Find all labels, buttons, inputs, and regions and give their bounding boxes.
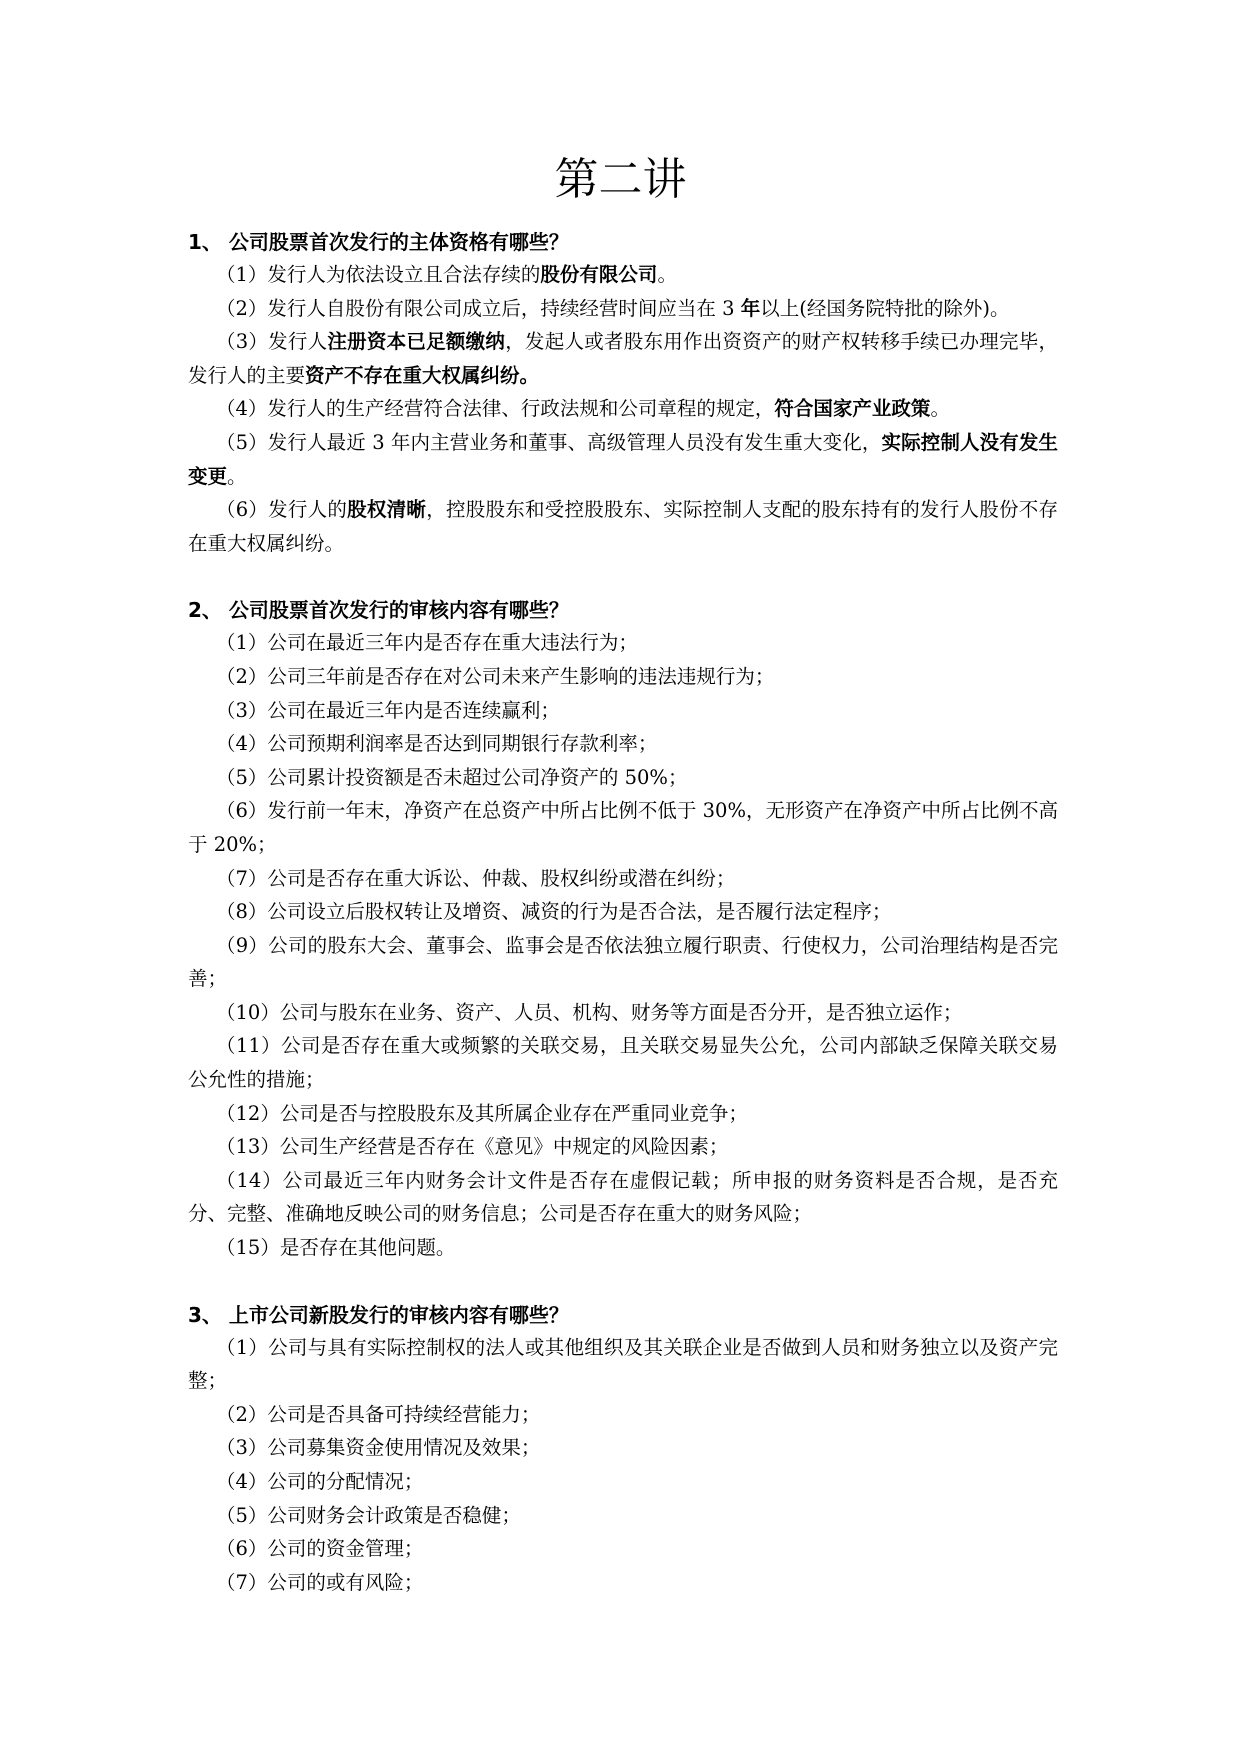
- item-text: （3）公司在最近三年内是否连续赢利；: [216, 698, 560, 722]
- list-item: [188, 761, 1058, 795]
- item-text: 。: [657, 263, 677, 286]
- item-text: （1）公司在最近三年内是否存在重大违法行为；: [216, 631, 638, 655]
- emphasis-text: 资产不存在重大权属纠纷。: [305, 363, 540, 387]
- list-item: [188, 929, 1058, 996]
- list-item: [188, 1532, 1058, 1566]
- document-body: [188, 226, 1058, 1599]
- list-item: [188, 1331, 1058, 1398]
- item-text: （13）公司生产经营是否存在《意见》中规定的风险因素；: [216, 1135, 729, 1159]
- item-list: [188, 1331, 1058, 1600]
- item-text: （4）发行人的生产经营符合法律、行政法规和公司章程的规定，: [216, 397, 775, 421]
- item-text: （11）公司是否存在重大或频繁的关联交易，且关联交易显失公允，公司内部缺乏保障关联交易公允性的措施；: [188, 1034, 1058, 1092]
- list-item: [188, 1130, 1058, 1164]
- item-text: （4）公司的分配情况；: [216, 1470, 424, 1493]
- item-text: （6）发行前一年末，净资产在总资产中所占比例不低于 30%，无形资产在净资产中所占比例不高于 20%；: [188, 799, 1058, 856]
- item-text: （7）公司的或有风险；: [216, 1570, 424, 1594]
- item-text: （6）发行人的: [216, 498, 348, 522]
- section-2: [188, 594, 1058, 1264]
- list-item: [188, 1231, 1058, 1265]
- list-item: [188, 392, 1058, 426]
- list-item: [188, 493, 1058, 560]
- list-item: [188, 1499, 1058, 1533]
- list-item: [188, 996, 1058, 1030]
- item-text: （14）公司最近三年内财务会计文件是否存在虚假记载；所申报的财务资料是否合规，是否充分、完整、准确地反映公司的财务信息；公司是否存在重大的财务风险；: [188, 1168, 1058, 1226]
- list-item: [188, 1465, 1058, 1499]
- list-item: [188, 426, 1058, 493]
- list-item: [188, 1566, 1058, 1600]
- item-text: （2）发行人自股份有限公司成立后，持续经营时间应当在 3: [216, 296, 741, 320]
- list-item: [188, 895, 1058, 929]
- item-text: （3）公司募集资金使用情况及效果；: [216, 1436, 541, 1460]
- list-item: [188, 1164, 1058, 1231]
- emphasis-text: 年: [740, 296, 761, 320]
- item-text: （7）公司是否存在重大诉讼、仲裁、股权纠纷或潜在纠纷；: [216, 866, 736, 890]
- item-text: （4）公司预期利润率是否达到同期银行存款利率；: [216, 732, 658, 756]
- item-text: （9）公司的股东大会、董事会、监事会是否依法独立履行职责、行使权力，公司治理结构是否完善；: [188, 933, 1058, 991]
- item-text: （5）公司累计投资额是否未超过公司净资产的 50%；: [216, 765, 688, 789]
- section-3: [188, 1299, 1058, 1600]
- list-item: [188, 694, 1058, 728]
- emphasis-text: 注册资本已足额缴纳: [327, 330, 506, 354]
- item-list: [188, 258, 1058, 560]
- emphasis-text: 股权清晰: [347, 498, 427, 522]
- emphasis-text: 符合国家产业政策: [774, 397, 931, 421]
- item-text: ，控股股东和受控股股东、实际控制人支配的股东持有的发行人股份不存在重大权属纠纷。: [188, 498, 1058, 555]
- item-text: （12）公司是否与控股股东及其所属企业存在严重同业竞争；: [216, 1101, 748, 1125]
- list-item: [188, 1097, 1058, 1131]
- section-heading: 3、 上市公司新股发行的审核内容有哪些？: [188, 1302, 569, 1327]
- list-item: [188, 660, 1058, 694]
- list-item: [188, 292, 1058, 326]
- item-text: （1）发行人为依法设立且合法存续的: [216, 263, 541, 286]
- item-text: （2）公司三年前是否存在对公司未来产生影响的违法违规行为；: [216, 664, 775, 688]
- item-text: 。: [930, 397, 950, 421]
- item-text: （10）公司与股东在业务、资产、人员、机构、财务等方面是否分开，是否独立运作；: [216, 1000, 963, 1024]
- item-text: 。: [227, 464, 247, 488]
- page-title: 第二讲: [554, 154, 687, 205]
- list-item: [188, 258, 1058, 292]
- item-list: [188, 626, 1058, 1264]
- list-item: [188, 1029, 1058, 1096]
- list-item: [188, 727, 1058, 761]
- section-heading: 2、 公司股票首次发行的审核内容有哪些？: [188, 598, 569, 623]
- emphasis-text: 实际控制人没有发生变更: [188, 430, 1058, 488]
- list-item: [188, 1431, 1058, 1465]
- item-text: （5）公司财务会计政策是否稳健；: [216, 1503, 521, 1527]
- section-1: [188, 226, 1058, 560]
- item-text: ，发起人或者股东用作出资资产的财产权转移手续已办理完毕，发行人的主要: [188, 330, 1058, 387]
- list-item: [188, 1398, 1058, 1432]
- item-text: （1）公司与具有实际控制权的法人或其他组织及其关联企业是否做到人员和财务独立以及资产完整；: [188, 1335, 1058, 1393]
- section-heading: 1、 公司股票首次发行的主体资格有哪些？: [188, 230, 569, 254]
- item-text: （8）公司设立后股权转让及增资、减资的行为是否合法，是否履行法定程序；: [216, 900, 892, 924]
- list-item: [188, 325, 1058, 392]
- list-item: [188, 626, 1058, 660]
- item-text: （3）发行人: [216, 330, 328, 354]
- list-item: [188, 862, 1058, 896]
- item-text: （15）是否存在其他问题。: [216, 1236, 456, 1260]
- item-text: （2）公司是否具备可持续经营能力；: [216, 1402, 541, 1426]
- list-item: [188, 794, 1058, 861]
- item-text: （5）发行人最近 3 年内主营业务和董事、高级管理人员没有发生重大变化，: [216, 430, 882, 454]
- emphasis-text: 股份有限公司: [540, 263, 658, 286]
- item-text: （6）公司的资金管理；: [216, 1537, 424, 1561]
- item-text: 以上(经国务院特批的除外)。: [760, 296, 1010, 320]
